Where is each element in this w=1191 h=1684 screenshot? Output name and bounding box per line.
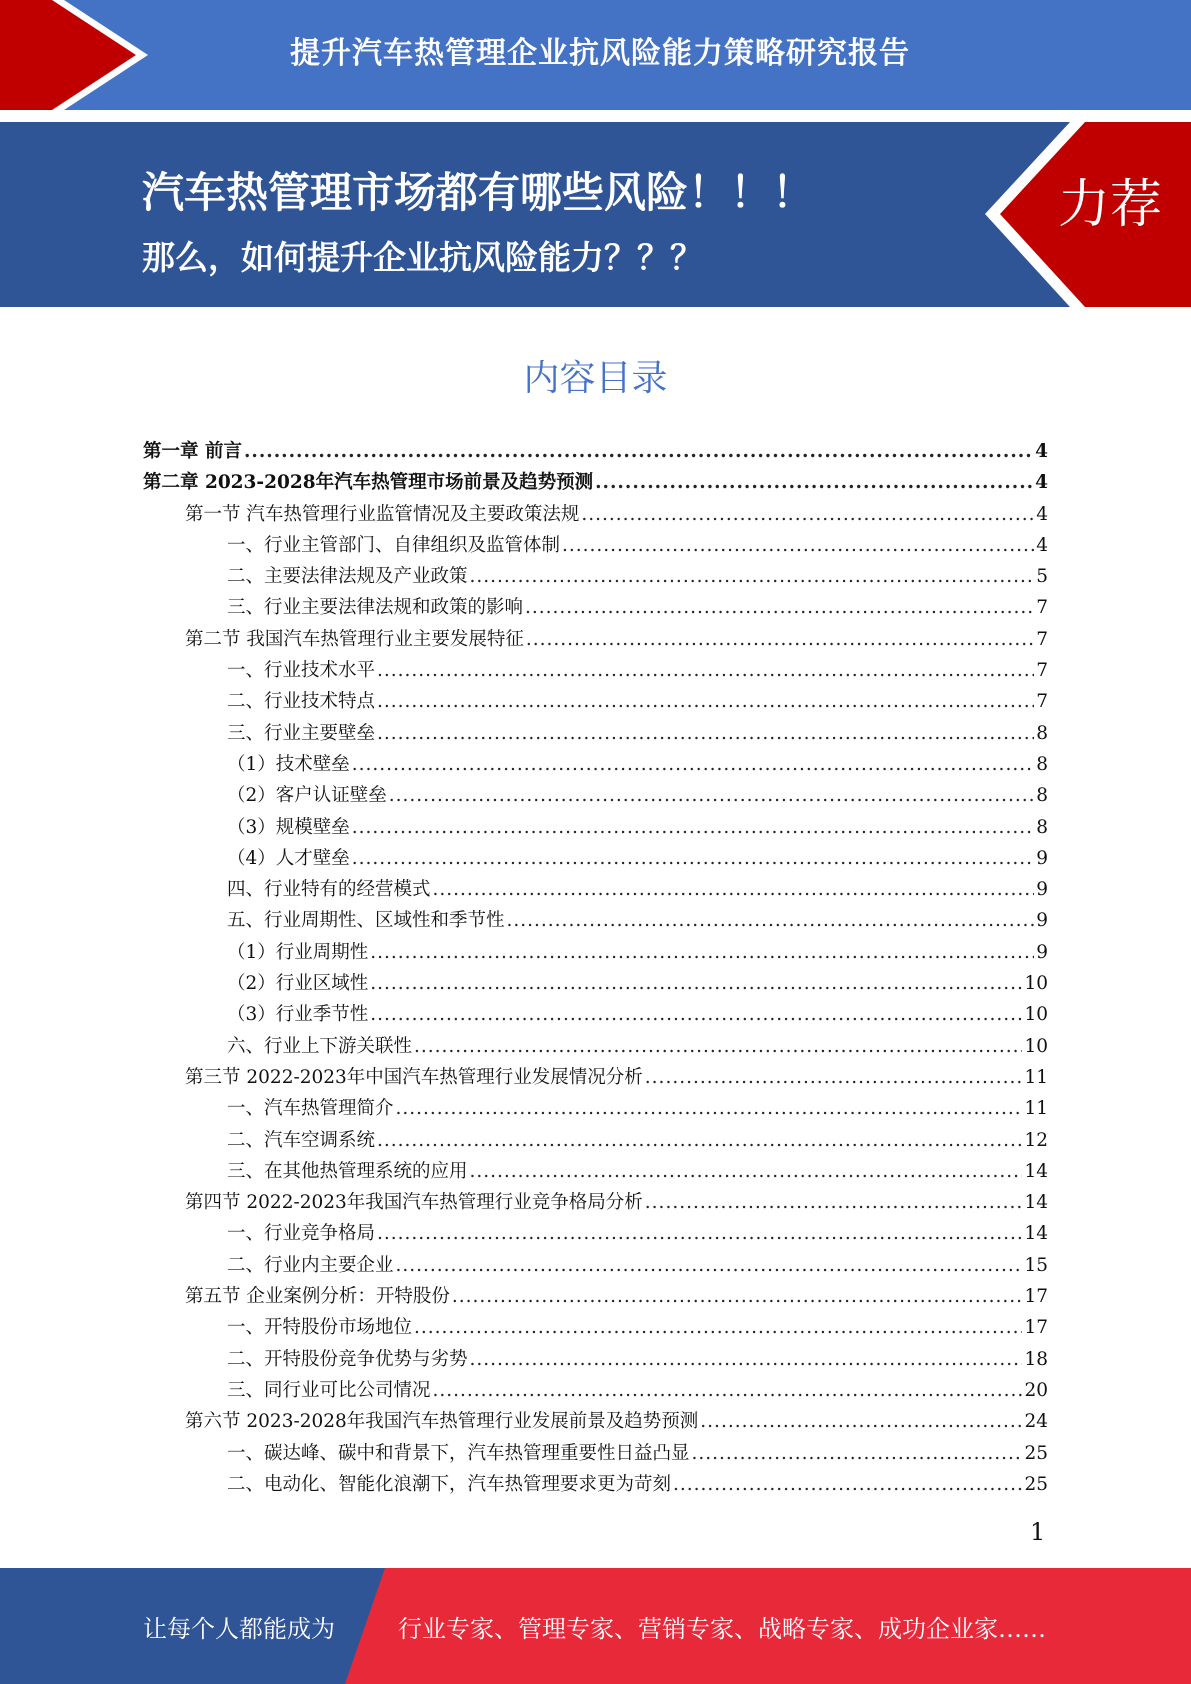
- headline-risks: 汽车热管理市场都有哪些风险！！！: [142, 168, 815, 217]
- toc-entry-text: 四、行业特有的经营模式: [227, 879, 431, 901]
- toc-dot-leader: [507, 905, 1035, 936]
- footer-slogan-right: 行业专家、管理专家、营销专家、战略专家、成功企业家……: [398, 1614, 1046, 1643]
- toc-dot-leader: [370, 937, 1034, 968]
- toc-entry-page: 18: [1024, 1348, 1048, 1370]
- toc-entry-text: （3）规模壁垒: [227, 816, 350, 838]
- toc-entry-text: 第四节 2022-2023年我国汽车热管理行业竞争格局分析: [185, 1192, 643, 1214]
- toc-entry-page: 4: [1035, 472, 1048, 494]
- toc-dot-leader: [370, 999, 1022, 1030]
- toc-dot-leader: [377, 718, 1034, 749]
- headline-question: 那么，如何提升企业抗风险能力？？？: [142, 238, 703, 277]
- toc-entry-page: 7: [1036, 691, 1048, 713]
- toc-dot-leader: [433, 874, 1035, 905]
- toc-entry-text: 二、开特股份竞争优势与劣势: [227, 1348, 468, 1370]
- toc-entry[interactable]: [0, 1187, 1191, 1218]
- toc-entry[interactable]: [0, 1156, 1191, 1187]
- toc-dot-leader: [396, 1250, 1023, 1281]
- toc-entry[interactable]: [0, 812, 1191, 843]
- toc-dot-leader: [396, 1093, 1023, 1124]
- toc-title: 内容目录: [523, 358, 668, 399]
- toc-entry[interactable]: [0, 1438, 1191, 1469]
- toc-entry-text: 三、行业主要壁垒: [227, 722, 376, 744]
- toc-entry-page: 15: [1024, 1254, 1048, 1276]
- toc-entry-text: 一、行业技术水平: [227, 660, 376, 682]
- toc-dot-leader: [414, 1312, 1022, 1343]
- toc-entry-page: 24: [1024, 1411, 1048, 1433]
- toc-entry[interactable]: [0, 749, 1191, 780]
- toc-entry-text: （1）行业周期性: [227, 941, 369, 963]
- toc-entry-page: 9: [1036, 910, 1048, 932]
- toc-dot-leader: [562, 530, 1034, 561]
- toc-entry-page: 10: [1024, 1004, 1048, 1026]
- toc-entry-page: 4: [1036, 503, 1048, 525]
- toc-entry-page: 8: [1036, 816, 1048, 838]
- toc-entry-page: 4: [1035, 441, 1048, 462]
- toc-entry[interactable]: [0, 1344, 1191, 1375]
- toc-dot-leader: [645, 1187, 1023, 1218]
- recommend-label: 力荐: [1058, 175, 1163, 235]
- toc-entry-page: 11: [1024, 1098, 1048, 1120]
- toc-dot-leader: [414, 1031, 1022, 1062]
- toc-entry-text: 二、电动化、智能化浪潮下，汽车热管理要求更为苛刻: [227, 1473, 672, 1495]
- footer-slogan-left: 让每个人都能成为: [143, 1614, 335, 1643]
- toc-entry-page: 9: [1036, 879, 1048, 901]
- toc-dot-leader: [581, 499, 1034, 530]
- toc-entry-text: 一、碳达峰、碳中和背景下，汽车热管理重要性日益凸显: [227, 1442, 690, 1464]
- toc-dot-leader: [470, 561, 1035, 592]
- top-banner: [0, 0, 1191, 110]
- toc-dot-leader: [526, 624, 1034, 655]
- toc-entry[interactable]: [0, 1281, 1191, 1312]
- toc-entry-page: 25: [1024, 1442, 1048, 1464]
- toc-entry-text: 一、行业主管部门、自律组织及监管体制: [227, 534, 561, 556]
- toc-entry[interactable]: [0, 874, 1191, 905]
- report-title: 提升汽车热管理企业抗风险能力策略研究报告: [290, 36, 910, 71]
- toc-entry-text: 五、行业周期性、区域性和季节性: [227, 910, 505, 932]
- toc-dot-leader: [433, 1375, 1023, 1406]
- toc-entry-page: 7: [1036, 628, 1048, 650]
- toc-entry-text: 一、行业竞争格局: [227, 1223, 376, 1245]
- toc-entry-page: 10: [1024, 973, 1048, 995]
- toc-entry-text: 一、汽车热管理简介: [227, 1098, 394, 1120]
- toc-entry-page: 14: [1024, 1192, 1048, 1214]
- toc-entry-page: 9: [1036, 941, 1048, 963]
- headline-band: [0, 122, 1191, 307]
- toc-dot-leader: [470, 1156, 1023, 1187]
- toc-dot-leader: [244, 436, 1033, 467]
- toc-entry[interactable]: [0, 1062, 1191, 1093]
- toc-dot-leader: [470, 1344, 1023, 1375]
- toc-dot-leader: [692, 1438, 1023, 1469]
- toc-entry-page: 12: [1024, 1129, 1048, 1151]
- toc-entry-page: 8: [1036, 722, 1048, 744]
- toc-entry-text: 三、行业主要法律法规和政策的影响: [227, 597, 524, 619]
- toc-entry[interactable]: [0, 686, 1191, 717]
- toc-entry-text: 三、同行业可比公司情况: [227, 1379, 431, 1401]
- toc-dot-leader: [352, 843, 1034, 874]
- footer-banner: [0, 1568, 1191, 1684]
- toc-entry[interactable]: [0, 1218, 1191, 1249]
- toc-dot-leader: [352, 749, 1034, 780]
- toc-entry-text: 六、行业上下游关联性: [227, 1035, 413, 1057]
- toc-entry-text: 二、汽车空调系统: [227, 1129, 376, 1151]
- toc-dot-leader: [352, 812, 1034, 843]
- toc-entry[interactable]: [0, 530, 1191, 561]
- toc-entry[interactable]: [0, 1375, 1191, 1406]
- toc-dot-leader: [377, 686, 1034, 717]
- toc-entry-page: 25: [1024, 1473, 1048, 1495]
- page-number: 1: [1030, 1518, 1046, 1546]
- toc-entry[interactable]: [0, 1031, 1191, 1062]
- toc-entry-text: 第五节 企业案例分析：开特股份: [185, 1286, 450, 1308]
- toc-entry[interactable]: [0, 624, 1191, 655]
- toc-entry-text: 二、主要法律法规及产业政策: [227, 566, 468, 588]
- toc-entry-text: 第二节 我国汽车热管理行业主要发展特征: [185, 628, 524, 650]
- toc-entry[interactable]: [0, 1093, 1191, 1124]
- toc-entry-page: 10: [1024, 1035, 1048, 1057]
- toc-entry[interactable]: [0, 1469, 1191, 1500]
- toc-entry-text: 第一章 前言: [143, 441, 242, 462]
- toc-entry[interactable]: [0, 968, 1191, 999]
- toc-entry[interactable]: [0, 999, 1191, 1030]
- toc-dot-leader: [673, 1469, 1022, 1500]
- toc-entry-text: （1）技术壁垒: [227, 753, 350, 775]
- toc-entry[interactable]: [0, 1250, 1191, 1281]
- toc-entry-page: 20: [1024, 1379, 1048, 1401]
- toc-entry-page: 4: [1036, 534, 1048, 556]
- toc-dot-leader: [700, 1406, 1022, 1437]
- toc-entry-text: 一、开特股份市场地位: [227, 1317, 413, 1339]
- toc-entry-page: 7: [1036, 597, 1048, 619]
- toc-entry[interactable]: [0, 937, 1191, 968]
- toc-dot-leader: [389, 780, 1034, 811]
- toc-entry[interactable]: [0, 467, 1191, 498]
- toc-entry[interactable]: [0, 1406, 1191, 1437]
- toc-entry[interactable]: [0, 905, 1191, 936]
- toc-entry[interactable]: [0, 718, 1191, 749]
- toc-entry-text: （2）客户认证壁垒: [227, 785, 387, 807]
- toc-entry[interactable]: [0, 843, 1191, 874]
- toc-dot-leader: [377, 1125, 1022, 1156]
- toc-entry-page: 5: [1036, 566, 1048, 588]
- toc-entry[interactable]: [0, 1125, 1191, 1156]
- toc-dot-leader: [377, 1218, 1022, 1249]
- toc-entry-page: 17: [1024, 1286, 1048, 1308]
- toc-entry-text: 三、在其他热管理系统的应用: [227, 1160, 468, 1182]
- toc-dot-leader: [452, 1281, 1023, 1312]
- toc-entry-page: 14: [1024, 1160, 1048, 1182]
- toc-entry-text: 第六节 2023-2028年我国汽车热管理行业发展前景及趋势预测: [185, 1411, 699, 1433]
- toc-entry-text: （4）人才壁垒: [227, 847, 350, 869]
- toc-dot-leader: [370, 968, 1022, 999]
- toc-entry[interactable]: [0, 1312, 1191, 1343]
- toc-entry-text: 第三节 2022-2023年中国汽车热管理行业发展情况分析: [185, 1066, 643, 1088]
- toc-entry-text: 第一节 汽车热管理行业监管情况及主要政策法规: [185, 503, 580, 525]
- toc-dot-leader: [525, 592, 1034, 623]
- toc-entry-page: 7: [1036, 660, 1048, 682]
- toc-dot-leader: [645, 1062, 1023, 1093]
- toc-entry-page: 8: [1036, 785, 1048, 807]
- toc-entry[interactable]: [0, 655, 1191, 686]
- toc-entry[interactable]: [0, 561, 1191, 592]
- toc-entry-page: 14: [1024, 1223, 1048, 1245]
- toc-entry[interactable]: [0, 499, 1191, 530]
- toc-dot-leader: [595, 467, 1033, 498]
- toc-list: [0, 436, 1191, 1500]
- toc-entry[interactable]: [0, 780, 1191, 811]
- toc-dot-leader: [377, 655, 1034, 686]
- toc-entry[interactable]: [0, 436, 1191, 467]
- toc-entry[interactable]: [0, 592, 1191, 623]
- toc-entry-text: （2）行业区域性: [227, 973, 369, 995]
- toc-entry-page: 9: [1036, 847, 1048, 869]
- toc-entry-text: （3）行业季节性: [227, 1004, 369, 1026]
- toc-entry-page: 8: [1036, 753, 1048, 775]
- toc-entry-text: 二、行业技术特点: [227, 691, 376, 713]
- toc-entry-text: 二、行业内主要企业: [227, 1254, 394, 1276]
- toc-entry-text: 第二章 2023-2028年汽车热管理市场前景及趋势预测: [143, 472, 594, 494]
- toc-entry-page: 17: [1024, 1317, 1048, 1339]
- toc-entry-page: 11: [1024, 1066, 1048, 1088]
